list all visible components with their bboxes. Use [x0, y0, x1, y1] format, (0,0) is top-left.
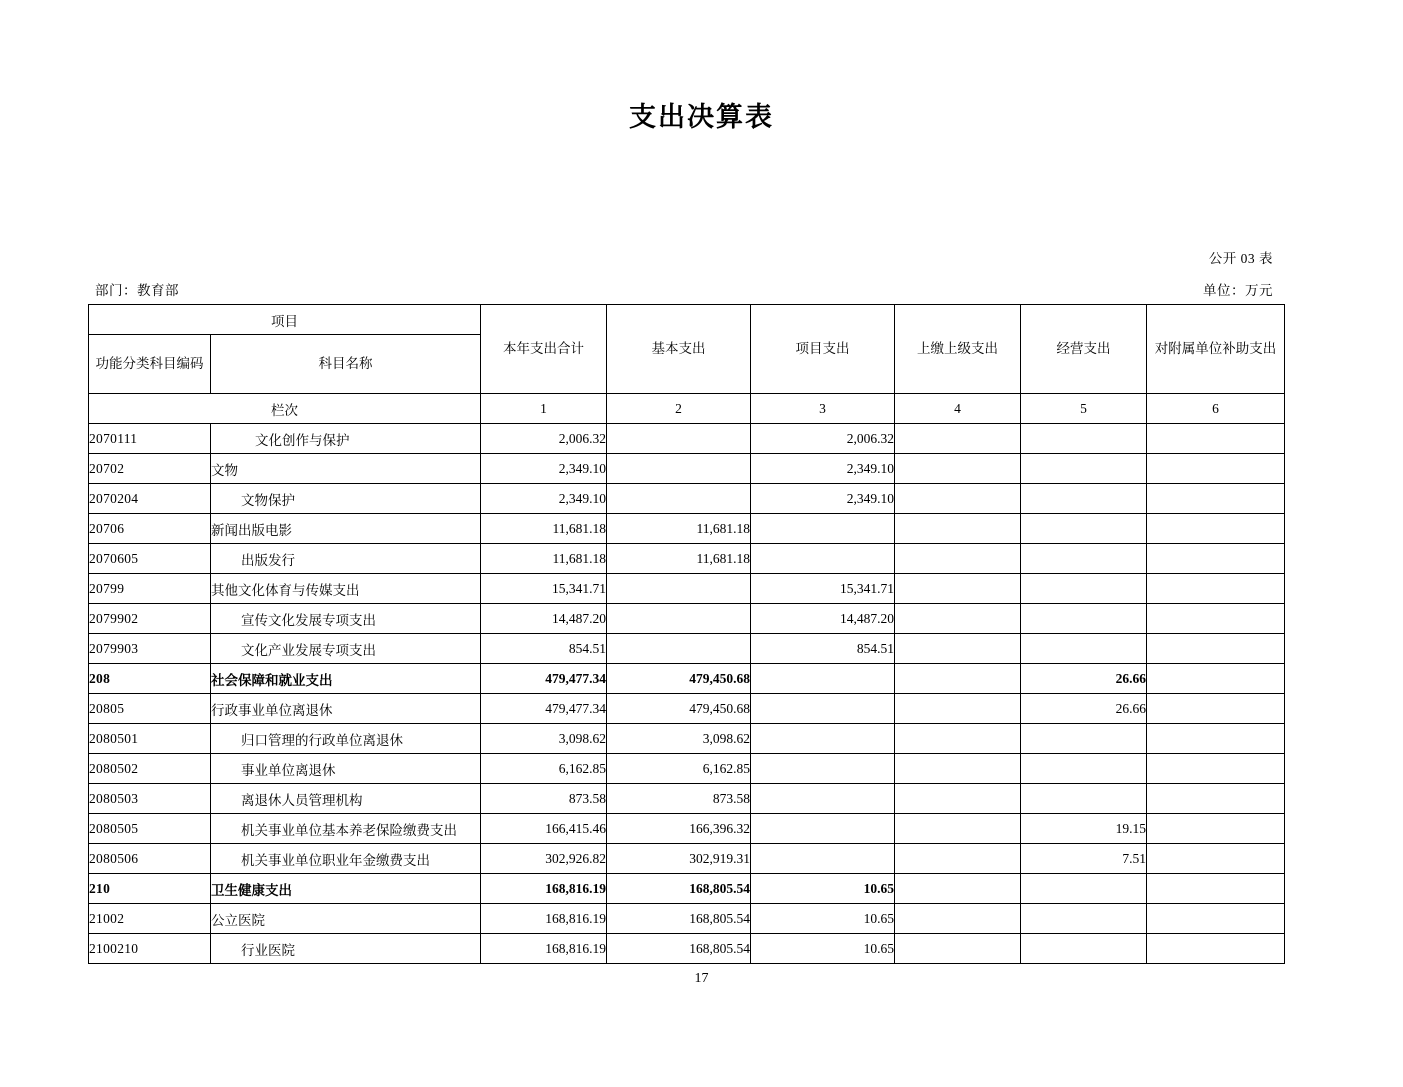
cell-amount-3	[751, 784, 895, 814]
cell-subject-code: 20706	[89, 514, 211, 544]
cell-amount-3	[751, 754, 895, 784]
table-row	[89, 454, 1285, 484]
header-col-total: 本年支出合计	[481, 305, 607, 394]
cell-amount-5	[1021, 724, 1147, 754]
cell-amount-1: 2,349.10	[481, 454, 607, 484]
table-row	[89, 724, 1285, 754]
cell-amount-2: 302,919.31	[607, 844, 751, 874]
cell-amount-4	[895, 694, 1021, 724]
rowno-4: 4	[895, 394, 1021, 424]
table-row	[89, 934, 1285, 964]
cell-amount-5	[1021, 874, 1147, 904]
cell-subject-name: 机关事业单位职业年金缴费支出	[211, 844, 481, 874]
cell-amount-2: 168,805.54	[607, 934, 751, 964]
page-number: 17	[694, 971, 709, 986]
table-row-numbers	[89, 394, 1285, 424]
cell-amount-5	[1021, 574, 1147, 604]
cell-amount-5	[1021, 544, 1147, 574]
cell-subject-name: 卫生健康支出	[211, 874, 481, 904]
cell-amount-1: 479,477.34	[481, 694, 607, 724]
cell-subject-name: 社会保障和就业支出	[211, 664, 481, 694]
expenditure-final-accounts-table	[88, 304, 1285, 964]
table-row	[89, 424, 1285, 454]
cell-amount-3: 10.65	[751, 874, 895, 904]
unit-label: 单位：万元	[1203, 283, 1273, 298]
cell-amount-1: 873.58	[481, 784, 607, 814]
table-row	[89, 484, 1285, 514]
cell-amount-6	[1147, 514, 1285, 544]
cell-subject-code: 2070204	[89, 484, 211, 514]
cell-subject-name: 新闻出版电影	[211, 514, 481, 544]
cell-subject-code: 2080501	[89, 724, 211, 754]
cell-amount-2	[607, 484, 751, 514]
cell-amount-6	[1147, 544, 1285, 574]
cell-amount-2: 168,805.54	[607, 904, 751, 934]
cell-amount-5	[1021, 784, 1147, 814]
cell-subject-name: 行政事业单位离退休	[211, 694, 481, 724]
rowno-3: 3	[751, 394, 895, 424]
cell-amount-1: 2,006.32	[481, 424, 607, 454]
cell-subject-code: 2080503	[89, 784, 211, 814]
cell-amount-5: 26.66	[1021, 664, 1147, 694]
cell-subject-code: 2080505	[89, 814, 211, 844]
cell-amount-4	[895, 604, 1021, 634]
cell-amount-2: 168,805.54	[607, 874, 751, 904]
cell-amount-1: 11,681.18	[481, 514, 607, 544]
cell-amount-3	[751, 814, 895, 844]
department-label: 部门：教育部	[95, 283, 179, 298]
cell-amount-2: 11,681.18	[607, 544, 751, 574]
cell-amount-1: 168,816.19	[481, 934, 607, 964]
rowno-2: 2	[607, 394, 751, 424]
cell-amount-5	[1021, 634, 1147, 664]
cell-subject-code: 2070605	[89, 544, 211, 574]
table-row	[89, 544, 1285, 574]
cell-amount-1: 166,415.46	[481, 814, 607, 844]
cell-subject-name: 出版发行	[211, 544, 481, 574]
cell-amount-5	[1021, 754, 1147, 784]
cell-amount-6	[1147, 604, 1285, 634]
cell-amount-6	[1147, 874, 1285, 904]
cell-amount-3: 854.51	[751, 634, 895, 664]
cell-amount-1: 854.51	[481, 634, 607, 664]
cell-subject-code: 2100210	[89, 934, 211, 964]
cell-amount-6	[1147, 664, 1285, 694]
cell-amount-4	[895, 874, 1021, 904]
header-col-code: 功能分类科目编码	[89, 335, 211, 394]
cell-amount-5	[1021, 514, 1147, 544]
cell-amount-2: 3,098.62	[607, 724, 751, 754]
cell-amount-4	[895, 514, 1021, 544]
cell-subject-name: 文物	[211, 454, 481, 484]
cell-amount-4	[895, 634, 1021, 664]
header-col-subsidy: 对附属单位补助支出	[1147, 305, 1285, 394]
cell-amount-2	[607, 634, 751, 664]
cell-subject-name: 行业医院	[211, 934, 481, 964]
table-row	[89, 814, 1285, 844]
cell-amount-3	[751, 844, 895, 874]
table-row	[89, 634, 1285, 664]
cell-subject-code: 210	[89, 874, 211, 904]
header-col-name: 科目名称	[211, 335, 481, 394]
table-header	[89, 305, 1285, 424]
cell-subject-code: 2080502	[89, 754, 211, 784]
cell-amount-2: 479,450.68	[607, 664, 751, 694]
cell-amount-4	[895, 754, 1021, 784]
cell-amount-1: 168,816.19	[481, 874, 607, 904]
cell-subject-code: 20805	[89, 694, 211, 724]
cell-subject-code: 2079902	[89, 604, 211, 634]
cell-amount-3: 10.65	[751, 934, 895, 964]
cell-amount-6	[1147, 634, 1285, 664]
cell-amount-5	[1021, 454, 1147, 484]
table-row	[89, 664, 1285, 694]
table-row	[89, 844, 1285, 874]
table-row	[89, 694, 1285, 724]
cell-amount-2: 166,396.32	[607, 814, 751, 844]
cell-amount-4	[895, 664, 1021, 694]
cell-subject-code: 2070111	[89, 424, 211, 454]
cell-amount-4	[895, 904, 1021, 934]
cell-amount-1: 479,477.34	[481, 664, 607, 694]
cell-amount-6	[1147, 574, 1285, 604]
cell-subject-name: 公立医院	[211, 904, 481, 934]
cell-amount-5: 26.66	[1021, 694, 1147, 724]
cell-amount-5	[1021, 604, 1147, 634]
sheet-number: 公开 03 表	[1208, 251, 1273, 266]
cell-amount-4	[895, 934, 1021, 964]
cell-subject-name: 机关事业单位基本养老保险缴费支出	[211, 814, 481, 844]
rowno-1: 1	[481, 394, 607, 424]
cell-amount-2: 479,450.68	[607, 694, 751, 724]
header-col-operating: 经营支出	[1021, 305, 1147, 394]
cell-subject-name: 离退休人员管理机构	[211, 784, 481, 814]
table-row	[89, 754, 1285, 784]
cell-amount-5	[1021, 484, 1147, 514]
cell-amount-2	[607, 454, 751, 484]
cell-amount-1: 2,349.10	[481, 484, 607, 514]
cell-amount-4	[895, 724, 1021, 754]
table-row	[89, 874, 1285, 904]
cell-amount-6	[1147, 904, 1285, 934]
table-row	[89, 904, 1285, 934]
cell-amount-4	[895, 424, 1021, 454]
cell-amount-6	[1147, 694, 1285, 724]
page-title: 支出决算表	[629, 102, 774, 132]
cell-amount-5	[1021, 904, 1147, 934]
cell-subject-code: 208	[89, 664, 211, 694]
cell-subject-name: 文化产业发展专项支出	[211, 634, 481, 664]
cell-amount-2: 11,681.18	[607, 514, 751, 544]
cell-amount-2	[607, 574, 751, 604]
cell-subject-code: 21002	[89, 904, 211, 934]
cell-subject-code: 2080506	[89, 844, 211, 874]
cell-amount-4	[895, 844, 1021, 874]
cell-subject-code: 2079903	[89, 634, 211, 664]
cell-amount-1: 302,926.82	[481, 844, 607, 874]
cell-amount-4	[895, 814, 1021, 844]
cell-subject-name: 其他文化体育与传媒支出	[211, 574, 481, 604]
table-row	[89, 514, 1285, 544]
cell-amount-6	[1147, 814, 1285, 844]
cell-amount-1: 14,487.20	[481, 604, 607, 634]
cell-amount-4	[895, 574, 1021, 604]
cell-amount-6	[1147, 484, 1285, 514]
cell-subject-name: 事业单位离退休	[211, 754, 481, 784]
cell-subject-code: 20799	[89, 574, 211, 604]
cell-amount-1: 11,681.18	[481, 544, 607, 574]
cell-amount-4	[895, 784, 1021, 814]
cell-subject-name: 文化创作与保护	[211, 424, 481, 454]
cell-amount-1: 15,341.71	[481, 574, 607, 604]
cell-amount-6	[1147, 844, 1285, 874]
table-row	[89, 574, 1285, 604]
cell-amount-3	[751, 694, 895, 724]
cell-amount-3: 10.65	[751, 904, 895, 934]
rowno-5: 5	[1021, 394, 1147, 424]
cell-amount-2	[607, 604, 751, 634]
cell-amount-3: 14,487.20	[751, 604, 895, 634]
cell-amount-5	[1021, 424, 1147, 454]
cell-amount-4	[895, 484, 1021, 514]
cell-amount-4	[895, 454, 1021, 484]
document-page	[0, 95, 1403, 1087]
cell-amount-2: 873.58	[607, 784, 751, 814]
cell-subject-name: 文物保护	[211, 484, 481, 514]
cell-subject-name: 宣传文化发展专项支出	[211, 604, 481, 634]
cell-amount-5: 19.15	[1021, 814, 1147, 844]
table-body	[89, 424, 1285, 964]
cell-amount-6	[1147, 934, 1285, 964]
cell-amount-6	[1147, 454, 1285, 484]
cell-amount-1: 168,816.19	[481, 904, 607, 934]
cell-amount-1: 6,162.85	[481, 754, 607, 784]
header-col-project: 项目支出	[751, 305, 895, 394]
cell-amount-3	[751, 544, 895, 574]
header-col-basic: 基本支出	[607, 305, 751, 394]
rowno-6: 6	[1147, 394, 1285, 424]
header-group-item: 项目	[89, 305, 481, 335]
cell-amount-5	[1021, 934, 1147, 964]
cell-amount-3	[751, 664, 895, 694]
cell-amount-3: 15,341.71	[751, 574, 895, 604]
cell-amount-6	[1147, 754, 1285, 784]
cell-amount-3: 2,349.10	[751, 454, 895, 484]
cell-amount-1: 3,098.62	[481, 724, 607, 754]
cell-amount-5: 7.51	[1021, 844, 1147, 874]
cell-amount-3	[751, 514, 895, 544]
cell-amount-3	[751, 724, 895, 754]
cell-amount-6	[1147, 424, 1285, 454]
cell-subject-code: 20702	[89, 454, 211, 484]
cell-amount-6	[1147, 784, 1285, 814]
table-row	[89, 784, 1285, 814]
cell-amount-2: 6,162.85	[607, 754, 751, 784]
cell-amount-6	[1147, 724, 1285, 754]
table-row	[89, 604, 1285, 634]
cell-amount-3: 2,006.32	[751, 424, 895, 454]
cell-subject-name: 归口管理的行政单位离退休	[211, 724, 481, 754]
cell-amount-3: 2,349.10	[751, 484, 895, 514]
cell-amount-4	[895, 544, 1021, 574]
rowno-label: 栏次	[89, 394, 481, 424]
cell-amount-2	[607, 424, 751, 454]
header-col-remit-upper: 上缴上级支出	[895, 305, 1021, 394]
